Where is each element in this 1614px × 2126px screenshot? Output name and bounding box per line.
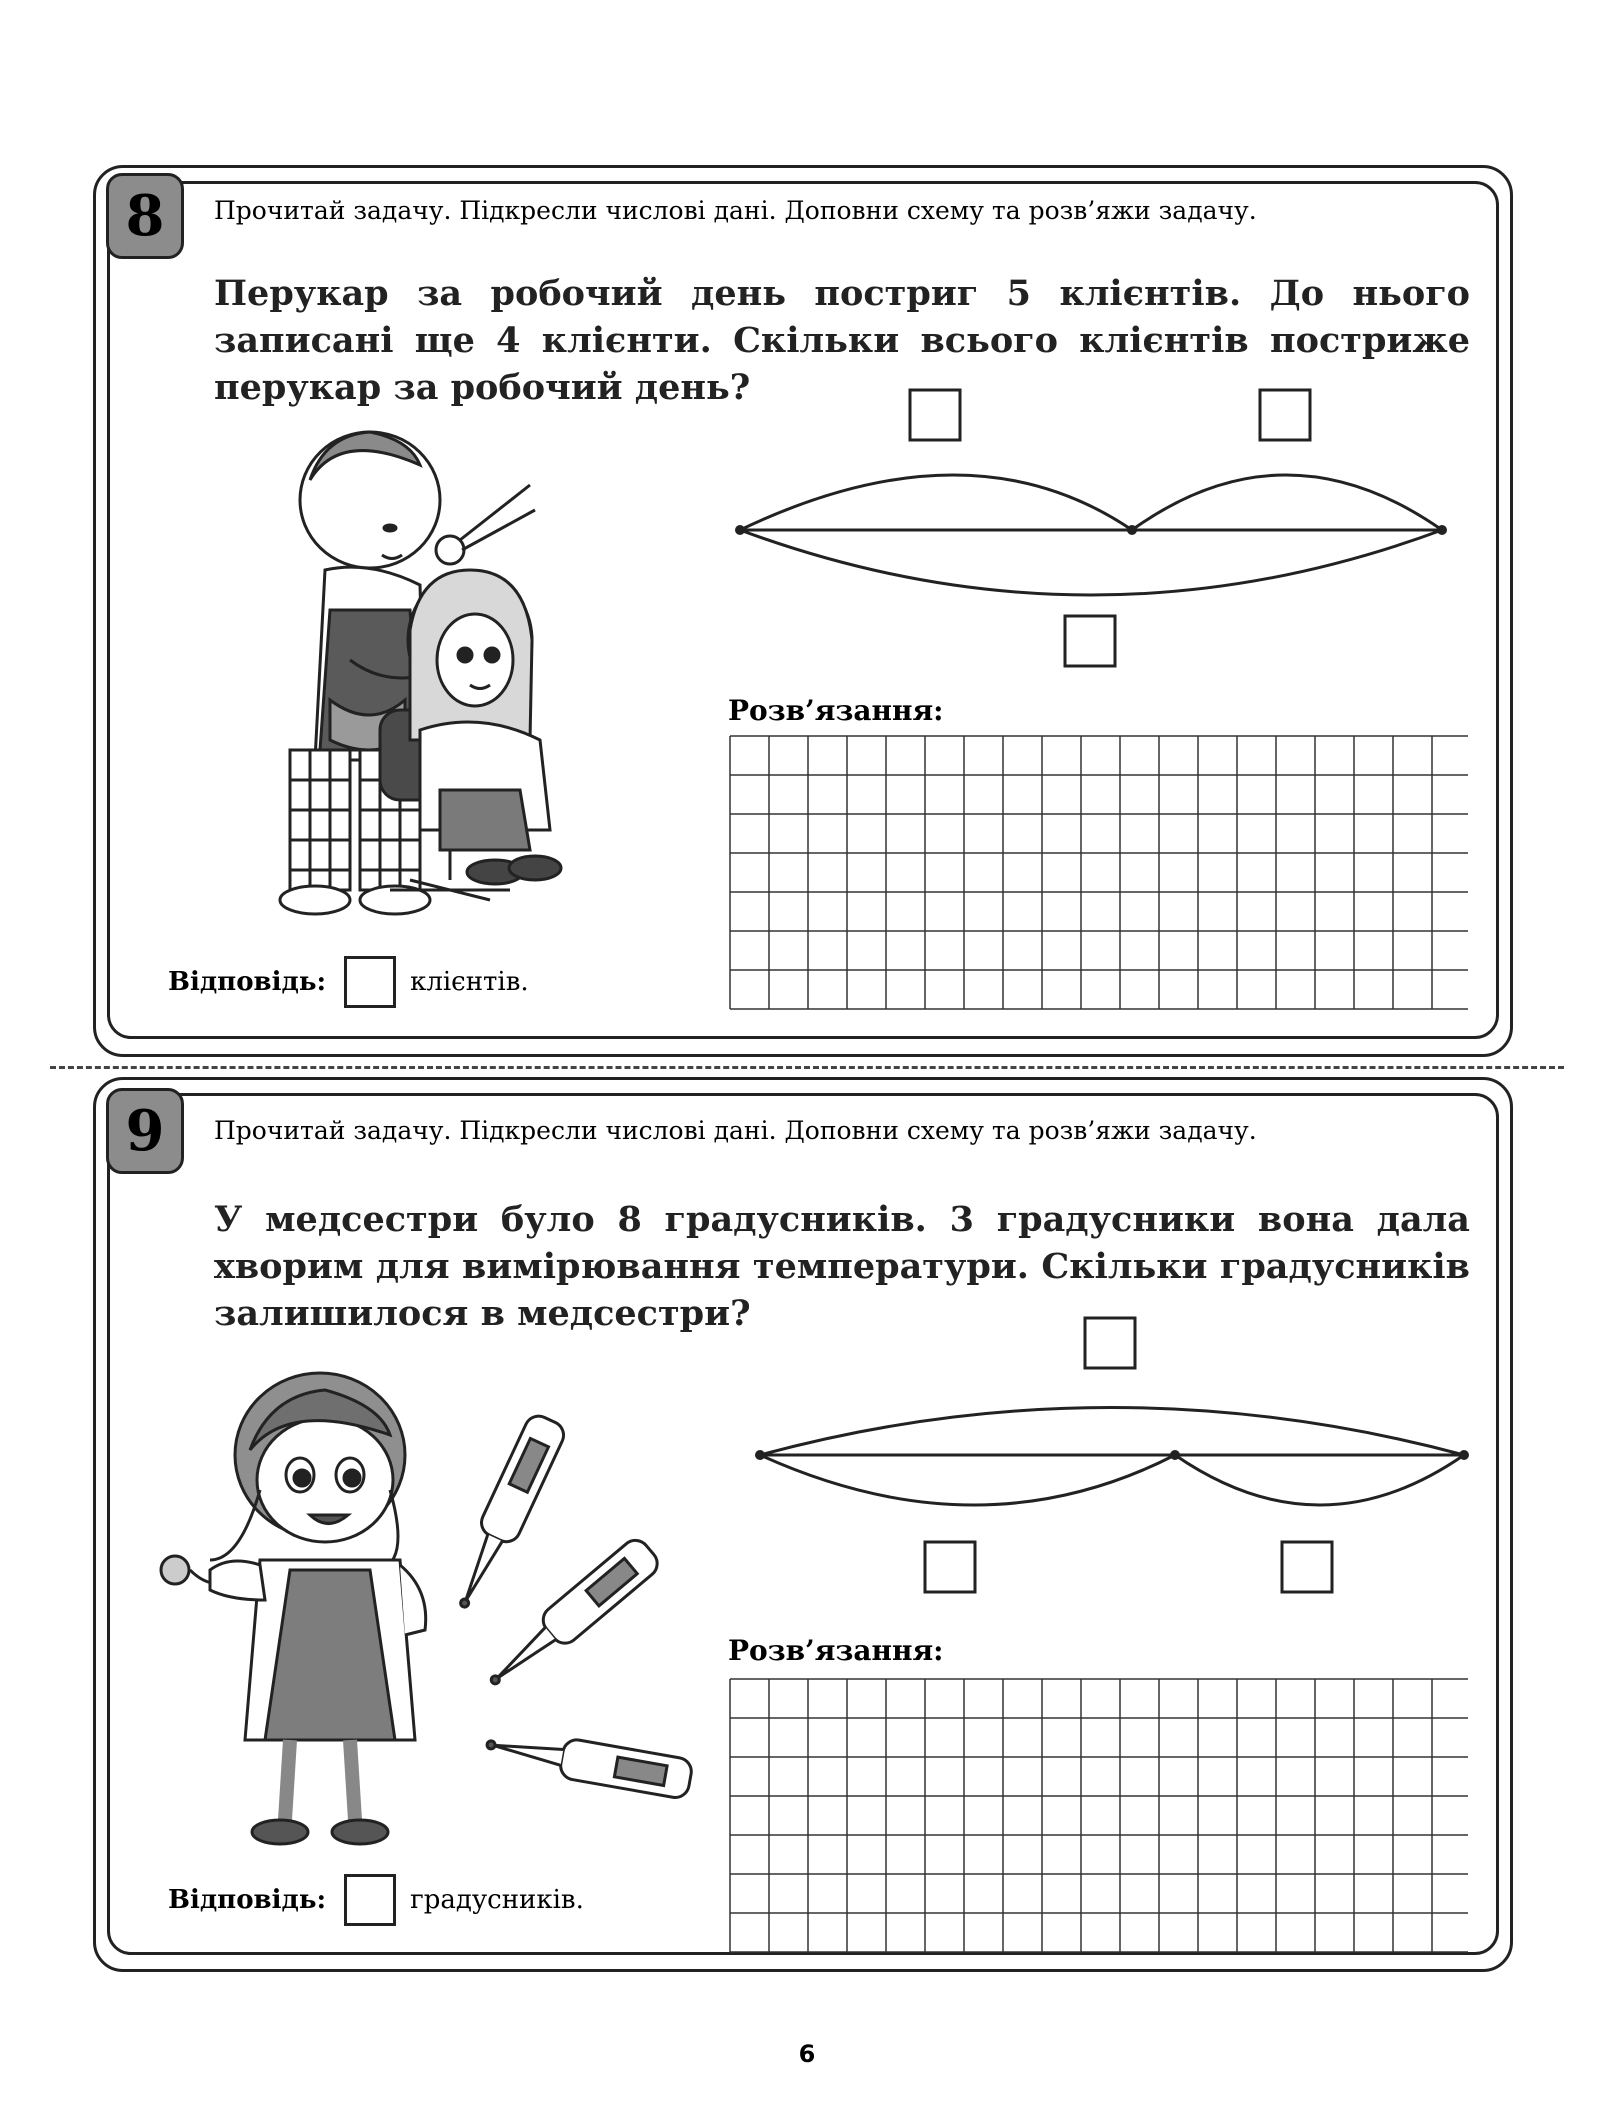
task-8-answer [168, 956, 529, 1008]
task-8-scheme-arc-part2 [1132, 475, 1442, 530]
task-8-instruction: Прочитай задачу. Підкресли числові дані. Доповни схему та розв’яжи задачу. [214, 196, 1257, 225]
task-8-number-badge: 8 [106, 173, 184, 259]
task-9-instruction: Прочитай задачу. Підкресли числові дані. Доповни схему та розв’яжи задачу. [214, 1116, 1257, 1145]
task-8-answer-unit: клієнтів. [410, 967, 529, 997]
task-9-scheme-box-whole[interactable] [1085, 1318, 1135, 1368]
task-9-scheme-point [755, 1450, 765, 1460]
task-8-answer-box[interactable] [344, 956, 396, 1008]
task-8-scheme-point [1127, 525, 1137, 535]
task-8-scheme-box-part1[interactable] [910, 390, 960, 440]
task-8-scheme-point [1437, 525, 1447, 535]
task-9-answer-unit: градусників. [410, 1885, 584, 1915]
task-9-scheme-arc-whole [760, 1408, 1464, 1456]
task-8-scheme-arc-whole [740, 530, 1442, 595]
task-9-answer-box[interactable] [344, 1874, 396, 1926]
task-9-scheme-point [1170, 1450, 1180, 1460]
task-9-answer [168, 1874, 584, 1926]
task-9-scheme-point [1459, 1450, 1469, 1460]
task-9-answer-label: Відповідь: [168, 1885, 327, 1915]
task-8-scheme-box-whole[interactable] [1065, 616, 1115, 666]
task-8-scheme-box-part2[interactable] [1260, 390, 1310, 440]
task-9-number-badge: 9 [106, 1088, 184, 1174]
task-9-problem-text: У медсестри було 8 градусників. 3 градусники вона дала хворим для вимірювання температури. Скільки градусників залишилося в медсестри? [214, 1199, 1470, 1334]
task-8-scheme-arc-part1 [740, 475, 1132, 530]
task-8-scheme-point [735, 525, 745, 535]
hairdresser-boy-cutting-girl-hair-icon [270, 410, 630, 930]
dashed-separator [50, 1066, 1564, 1069]
task-8-answer-label: Відповідь: [168, 967, 327, 997]
task-9-scheme-arc-part1 [760, 1455, 1175, 1505]
task-9-scheme-arc-part2 [1175, 1455, 1464, 1505]
task-8-problem-text: Перукар за робочий день постриг 5 клієнтів. До нього записані ще 4 клієнти. Скільки всього клієнтів постриже перукар за робочий день? [214, 273, 1470, 408]
task-9-scheme-box-part1[interactable] [925, 1542, 975, 1592]
task-9-solution-grid[interactable] [728, 1677, 1468, 1959]
task-9-solution-label: Розв’язання: [728, 1634, 944, 1667]
nurse-girl-with-thermometers-icon [150, 1360, 710, 1880]
task-9-scheme-box-part2[interactable] [1282, 1542, 1332, 1592]
task-9-scheme [720, 1310, 1480, 1610]
page-number: 6 [798, 2040, 816, 2068]
task-8-scheme [720, 380, 1470, 680]
task-8-solution-label: Розв’язання: [728, 694, 944, 727]
task-8-solution-grid[interactable] [728, 734, 1468, 1016]
